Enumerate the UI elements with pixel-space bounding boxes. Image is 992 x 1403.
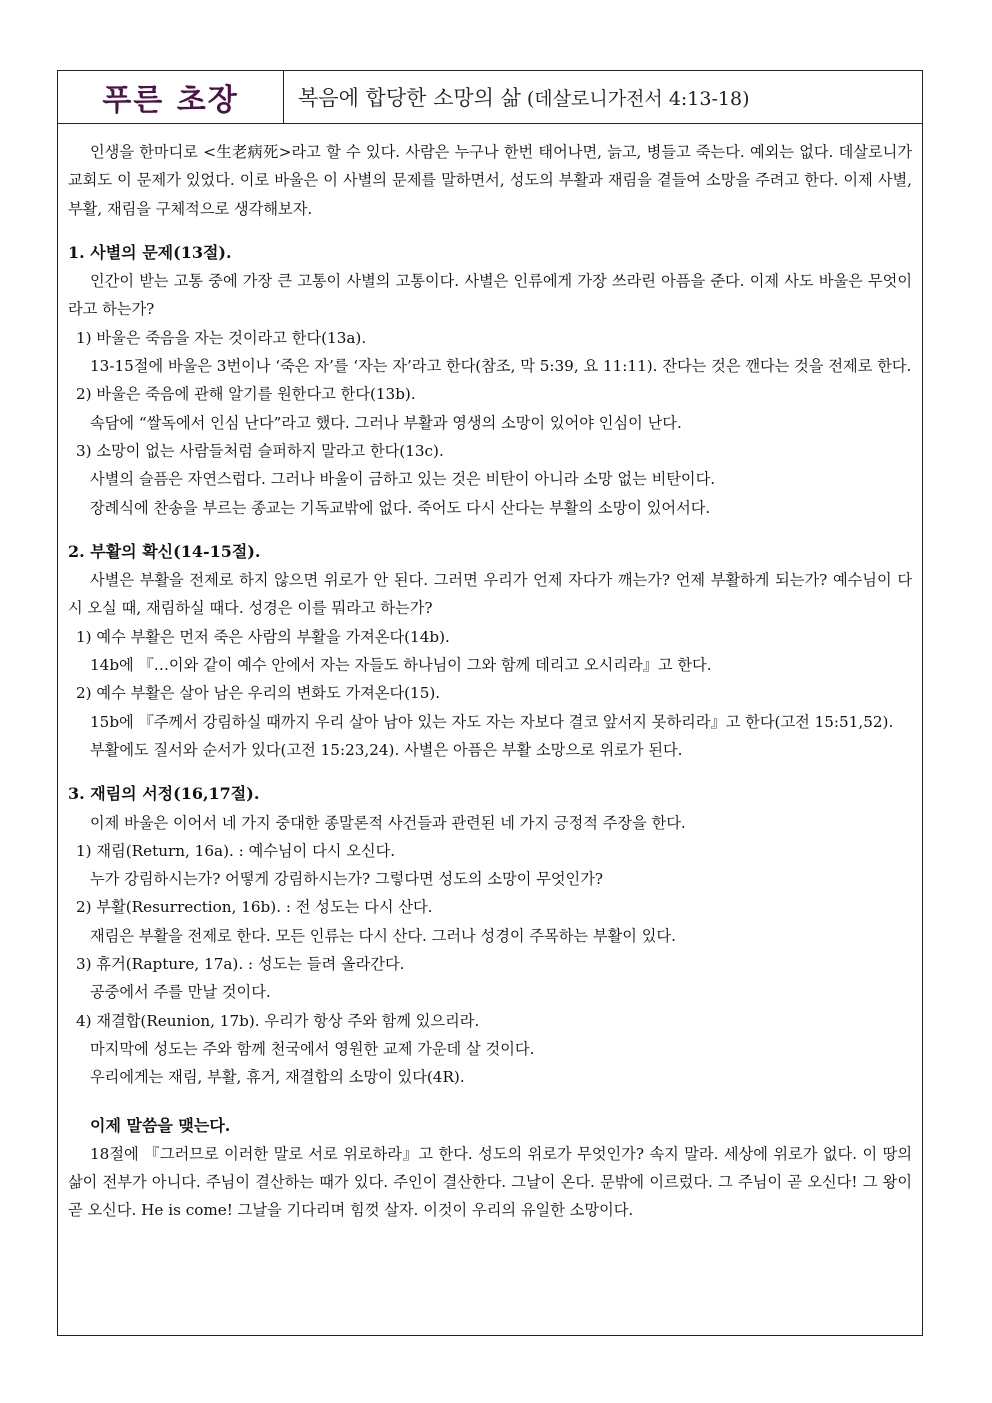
section-1-heading: 1. 사별의 문제(13절). (68, 242, 232, 262)
section-3-point-1: 1) 재림(Return, 16a). : 예수님이 다시 오신다. (76, 841, 396, 860)
section-3-point-1-body: 누가 강림하시는가? 어떻게 강림하시는가? 그렇다면 성도의 소망이 무엇인가? (90, 870, 604, 889)
section-2-point-2: 2) 예수 부활은 살아 남은 우리의 변화도 가져온다(15). (76, 684, 441, 703)
section-3-intro: 이제 바울은 이어서 네 가지 중대한 종말론적 사건들과 관련된 네 가지 긍정적 주장을 한다. (90, 813, 686, 832)
section-2-point-1: 1) 예수 부활은 먼저 죽은 사람의 부활을 가져온다(14b). (76, 627, 450, 646)
section-1-point-1-body: 13-15절에 바울은 3번이나 ‘죽은 자’를 ‘자는 자’라고 한다(참조, 막 5:39, 요 11:11). 잔다는 것은 깬다는 것을 전제로 한다. (90, 357, 912, 376)
sermon-title (284, 71, 922, 123)
intro-paragraph: 인생을 한마디로 <生老病死>라고 할 수 있다. 사람은 누구나 한번 태어나면, 늙고, 병들고 죽는다. 예외는 없다. 데살로니가 교회도 이 문제가 있었다. 이로 바울은 이 사별의 문제를 말하면서, 성도의 부활과 재림을 곁들여 소망을 주려고 한다. 이제 사별, 부활, 재림을 구체적으로 생각해보자. (68, 143, 912, 218)
section-3-heading: 3. 재림의 서정(16,17절). (68, 784, 260, 804)
closing-heading: 이제 말씀을 맺는다. (90, 1115, 231, 1135)
section-1-point-3-body: 사별의 슬픔은 자연스럽다. 그러나 바울이 금하고 있는 것은 비탄이 아니라 소망 없는 비탄이다. (90, 470, 716, 489)
section-3-point-4: 4) 재결합(Reunion, 17b). 우리가 항상 주와 함께 있으리라. (76, 1011, 480, 1030)
closing-paragraph: 18절에 『그러므로 이러한 말로 서로 위로하라』고 한다. 성도의 위로가 무엇인가? 속지 말라. 세상에 위로가 없다. 이 땅의 삶이 전부가 아니다. 주님이 결산하는 때가 있다. 주인이 결산한다. 그날이 온다. 문밖에 이르렀다. 그 주님이 곧 오신다! 그 왕이 곧 오신다. He is come! 그날을 기다리며 힘껏 살자. 이것이 우리의 유일한 소망이다. (68, 1144, 912, 1220)
section-1-point-2-body: 속담에 “쌀독에서 인심 난다”라고 했다. 그러나 부활과 영생의 소망이 있어야 인심이 난다. (90, 413, 682, 432)
section-2-point-2-body: 15b에 『주께서 강림하실 때까지 우리 살아 남아 있는 자도 자는 자보다 결코 앞서지 못하리라』고 한다(고전 15:51,52). (90, 712, 894, 731)
section-3-point-2-body: 재림은 부활을 전제로 한다. 모든 인류는 다시 산다. 그러나 성경이 주목하는 부활이 있다. (90, 926, 676, 945)
sermon-title-text: 복음에 합당한 소망의 삶 (298, 86, 521, 110)
section-3-point-3-body: 공중에서 주를 만날 것이다. (90, 983, 271, 1002)
spacer (68, 1092, 912, 1106)
section-2-point-2-body-2: 부활에도 질서와 순서가 있다(고전 15:23,24). 사별은 아픔은 부활 소망으로 위로가 된다. (90, 740, 683, 759)
section-2-point-1-body: 14b에 『…이와 같이 예수 안에서 자는 자들도 하나님이 그와 함께 데리고 오시리라』고 한다. (90, 656, 712, 675)
header (58, 71, 922, 124)
sermon-body (58, 124, 922, 1225)
section-3-point-4-body-2: 우리에게는 재림, 부활, 휴거, 재결합의 소망이 있다(4R). (90, 1068, 465, 1087)
brand-title: 푸른 초장 (58, 71, 284, 123)
section-3-point-3: 3) 휴거(Rapture, 17a). : 성도는 들려 올라간다. (76, 955, 405, 974)
section-2-intro: 사별은 부활을 전제로 하지 않으면 위로가 안 된다. 그러면 우리가 언제 자다가 깨는가? 언제 부활하게 되는가? 예수님이 다시 오실 때, 재림하실 때다. 성경은 이를 뭐라고 하는가? (68, 571, 912, 618)
section-3-point-2: 2) 부활(Resurrection, 16b). : 전 성도는 다시 산다. (76, 898, 433, 917)
section-1-point-3: 3) 소망이 없는 사람들처럼 슬퍼하지 말라고 한다(13c). (76, 441, 444, 460)
section-1-point-1: 1) 바울은 죽음을 자는 것이라고 한다(13a). (76, 328, 367, 347)
section-1-point-2: 2) 바울은 죽음에 관해 알기를 원한다고 한다(13b). (76, 385, 416, 404)
section-3-point-4-body: 마지막에 성도는 주와 함께 천국에서 영원한 교제 가운데 살 것이다. (90, 1039, 535, 1058)
section-1-intro: 인간이 받는 고통 중에 가장 큰 고통이 사별의 고통이다. 사별은 인류에게 가장 쓰라린 아픔을 준다. 이제 사도 바울은 무엇이라고 하는가? (68, 272, 912, 319)
section-1-point-3-body-2: 장례식에 찬송을 부르는 종교는 기독교밖에 없다. 죽어도 다시 산다는 부활의 소망이 있어서다. (90, 498, 711, 517)
section-2-heading: 2. 부활의 확신(14-15절). (68, 541, 261, 561)
scripture-reference: (데살로니가전서 4:13-18) (526, 87, 750, 110)
bulletin-frame (57, 70, 923, 1336)
